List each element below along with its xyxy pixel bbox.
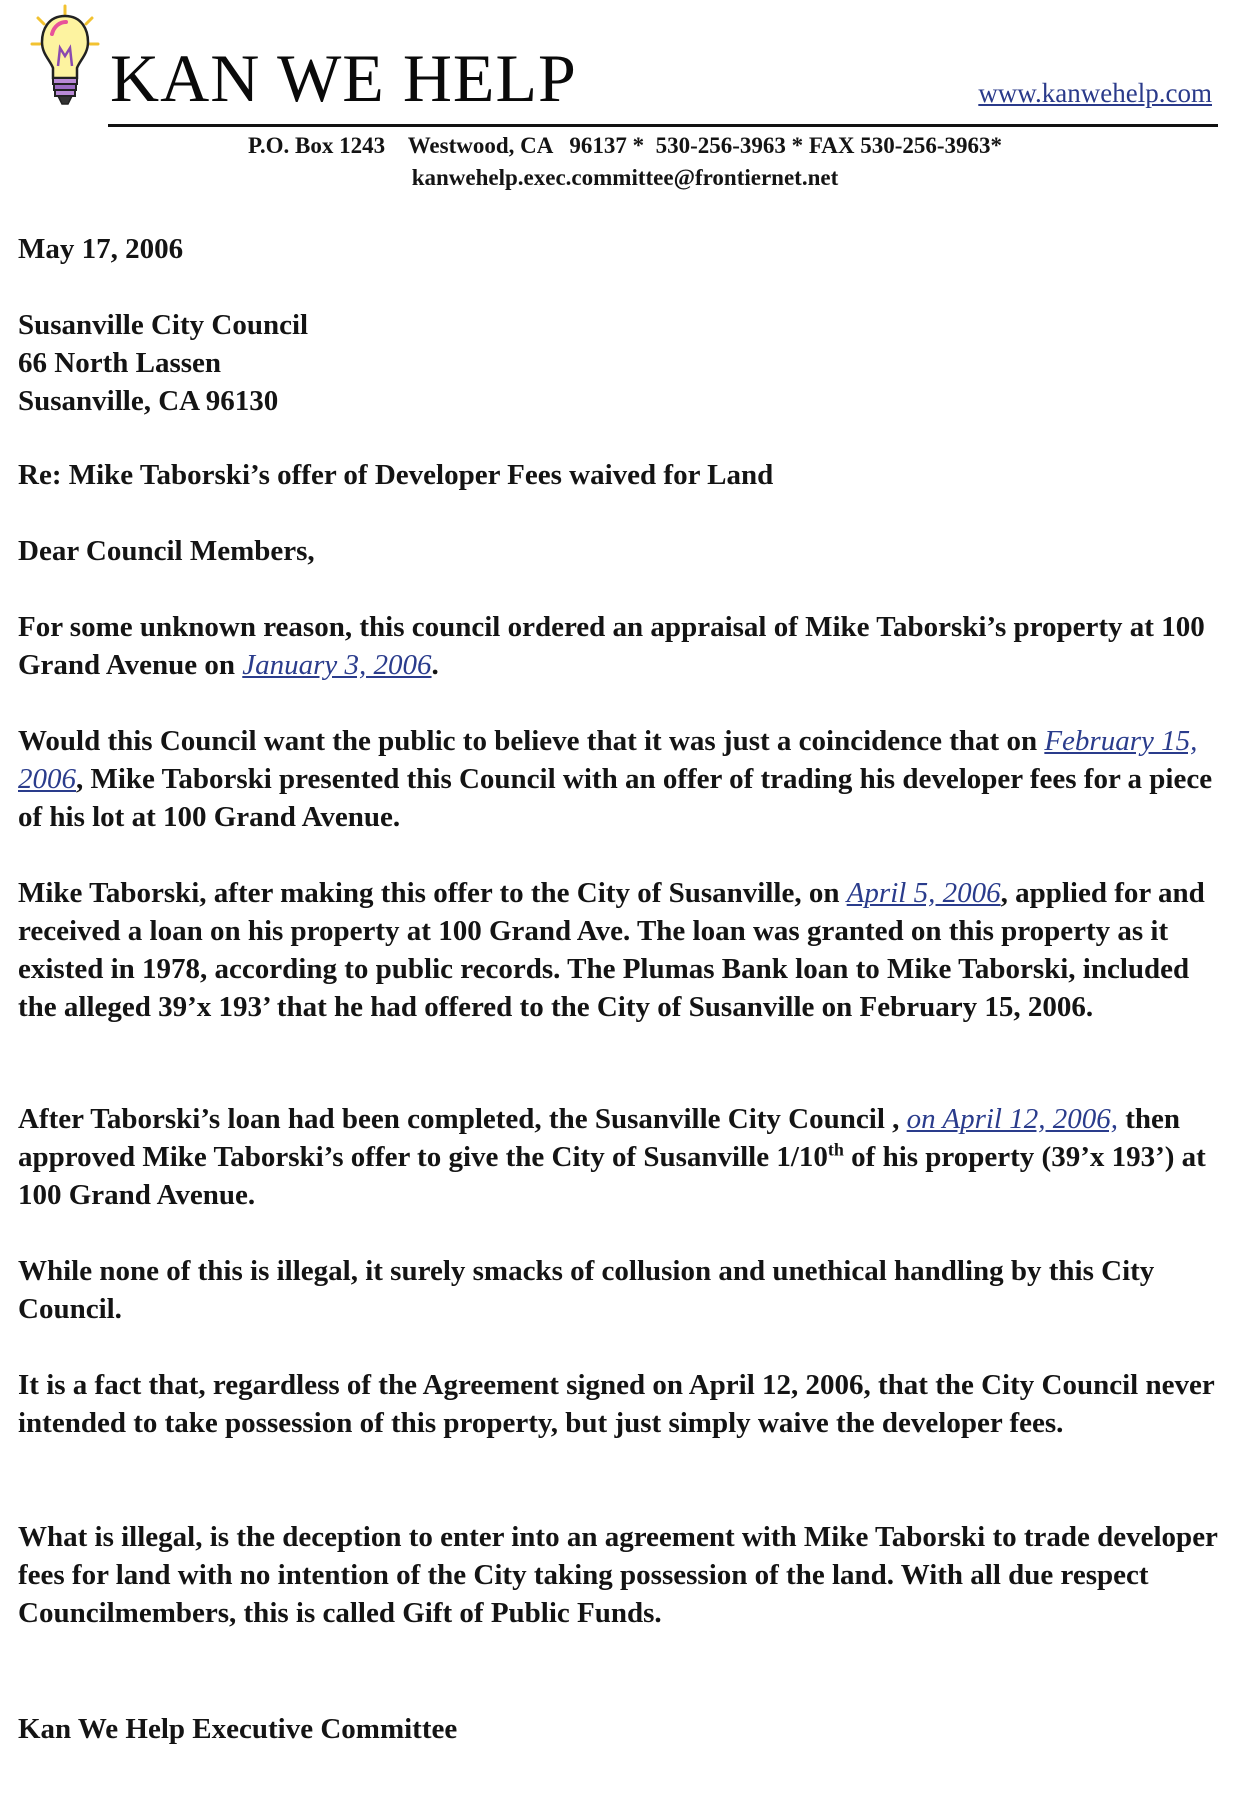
- paragraph: It is a fact that, regardless of the Agreement signed on April 12, 2006, that the City Council never intended to take possession of this property, but just simply waive the developer fees.: [18, 1369, 1215, 1439]
- paragraph-text: Would this Council want the public to believe that it was just a coincidence that on: [18, 725, 1045, 757]
- recipient-line: Susanville City Council: [18, 309, 309, 341]
- salutation: Dear Council Members,: [18, 535, 315, 567]
- subject-line: Re: Mike Taborski’s offer of Developer Fees waived for Land: [18, 459, 774, 491]
- recipient-line: 66 North Lassen: [18, 347, 222, 379]
- date-link[interactable]: February 15, 2006: [18, 725, 1198, 795]
- paragraph-text: .: [431, 649, 439, 681]
- organization-name: KAN WE HELP: [110, 40, 577, 116]
- lightbulb-icon: [30, 4, 100, 114]
- paragraph-text: , applied for and received a loan on his property at 100 Grand Ave. The loan was granted on this property as it existed in 1978, according to public records. The Plumas Bank loan to Mike Taborski, included the alleged 39’x 193’ that he had offered to the City of Susanville on February 15, 2006.: [18, 877, 1205, 1023]
- paragraph-text: , Mike Taborski presented this Council with an offer of trading his developer fees for a piece of his lot at 100 Grand Avenue.: [18, 763, 1213, 833]
- paragraph-text: of his property (39’x 193’) at 100 Grand Avenue.: [18, 1141, 1206, 1211]
- paragraph: [18, 608, 1228, 684]
- paragraph-text: After Taborski’s loan had been completed, the Susanville City Council ,: [18, 1103, 907, 1135]
- paragraph: [18, 1100, 1228, 1214]
- date-link[interactable]: on April 12, 2006,: [906, 1103, 1118, 1135]
- paragraph-text: Mike Taborski, after making this offer to the City of Susanville, on: [18, 877, 847, 909]
- date-link[interactable]: April 5, 2006: [846, 877, 1001, 909]
- superscript: th: [827, 1139, 844, 1160]
- paragraph: [18, 722, 1228, 836]
- address-line: P.O. Box 1243 Westwood, CA 96137 * 530-256-3963 * FAX 530-256-3963*: [247, 133, 1003, 158]
- date-link[interactable]: January 3, 2006: [242, 649, 432, 681]
- paragraph-text: For some unknown reason, this council ordered an appraisal of Mike Taborski’s property at 100 Grand Avenue on: [18, 611, 1205, 681]
- email-address[interactable]: kanwehelp.exec.committee@frontiernet.net: [411, 165, 839, 190]
- paragraph-text: then approved Mike Taborski’s offer to give the City of Susanville 1/10: [18, 1103, 1181, 1173]
- paragraph: What is illegal, is the deception to enter into an agreement with Mike Taborski to trade developer fees for land with no intention of the City taking possession of the land. With all due respect Councilmembers, this is called Gift of Public Funds.: [18, 1521, 1218, 1629]
- paragraph: [18, 874, 1228, 1026]
- recipient-line: Susanville, CA 96130: [18, 385, 279, 417]
- paragraph: While none of this is illegal, it surely smacks of collusion and unethical handling by this City Council.: [18, 1255, 1155, 1325]
- recipient-address: [18, 306, 1228, 420]
- letterhead-divider: [108, 124, 1218, 127]
- letter-date: May 17, 2006: [18, 233, 184, 265]
- website-link[interactable]: www.kanwehelp.com: [978, 78, 1212, 108]
- signature: Kan We Help Executive Committee: [18, 1713, 458, 1745]
